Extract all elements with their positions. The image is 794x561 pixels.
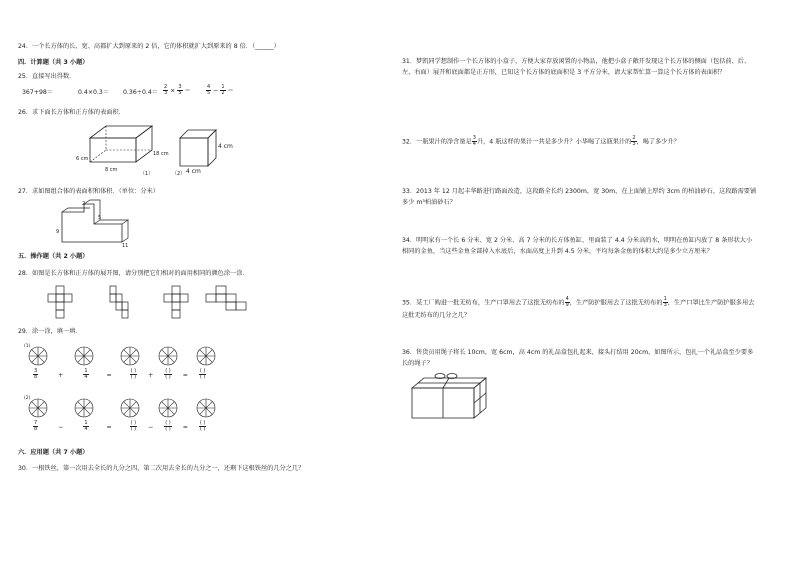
row-label-1: (1) bbox=[24, 344, 31, 349]
solid-dim-a: 2 bbox=[82, 201, 86, 207]
gift-box-figure bbox=[410, 372, 492, 422]
calc-item-3: 0.36÷0.4＝ bbox=[123, 89, 158, 96]
cube-figure bbox=[178, 128, 218, 172]
question-31: 31．梦凯同学想制作一个长方体的小盒子，方便大家存放闲置的小物品，他把小盒子敞开发现这个长方体的侧面（包括前、后、左、右面）展开和底面都是正方形，已知这个长方体的底面积是 3 平方分米，请大家帮忙算一算这个长方体的表面积？ bbox=[402, 58, 751, 76]
question-33: 33．2013 年 12 月起丰华路进行路面改造，这段路全长约 2300m，宽 30m，在上面铺上厚约 3cm 的柏油砂石，这段路需要铺多少 m³柏油砂石？ bbox=[402, 188, 757, 206]
section-application-title: 六．应用题（共 7 小题） bbox=[18, 449, 89, 456]
solid-dim-d: 11 bbox=[122, 243, 129, 249]
equation-row-1: $\frac{3}{8}$ + $\frac{1}{4}$ = ( ) ( ) + ( ) ( ) = ( ) ( ) bbox=[34, 368, 206, 380]
section-operation-title: 五．操作题（共 2 小题） bbox=[18, 253, 89, 260]
question-34: 34．明明家有一个长 6 分米、宽 2 分米、高 7 分米的长方体鱼缸，里面装了 4.4 分米高的水，明明在鱼缸内放了 8 条形状大小相同的金鱼，当这些金鱼全部掉入水底后，水面高度上升到 4.5 分米，平均每条金鱼的体积大约是多少立方厘米？ bbox=[402, 237, 753, 255]
row-label-2: (2) bbox=[24, 396, 31, 401]
question-29: 29．涂一涂，填一填． bbox=[18, 328, 82, 335]
combined-solid-figure bbox=[60, 200, 136, 246]
nets-figure bbox=[46, 285, 258, 319]
cuboid-height-label: 18 cm bbox=[153, 151, 169, 157]
section-calc-title: 四．计算题（共 3 小题） bbox=[18, 59, 89, 66]
question-27: 27．求如图组合体的表面积和体积．（单位：分米） bbox=[18, 188, 159, 195]
calc-item-2: 0.4×0.3＝ bbox=[78, 89, 110, 96]
cuboid-length-label: 6 cm bbox=[76, 156, 89, 162]
solid-dim-c: 9 bbox=[56, 229, 60, 235]
question-35: 35．某工厂购进一批无纺布，生产口罩用去了这批无纺布的 $\frac{4}{9}$ ，生产防护服用去了这批无纺布的 $\frac{1}{3}$ ，生产口罩比生产防护服多用去这批无纺布的几分之几？ bbox=[402, 296, 755, 319]
figure-label-2: （2） bbox=[172, 171, 186, 177]
question-36: 36．售货员用绳子将长 10cm，宽 6cm，高 4cm 的礼品盒包扎起来，接头打结用 20cm，如图所示，包扎一个礼品盒至少要多长的绳子？ bbox=[402, 349, 754, 367]
solid-dim-b: 5 bbox=[98, 215, 102, 221]
question-28: 28．如图是长方体和正方体的展开图，请分别把它们相对的面用相同的颜色涂一涂． bbox=[18, 270, 249, 277]
cube-side-label: 4 cm bbox=[218, 143, 233, 150]
question-24: 24．一个长方体的长、宽、高都扩大到原来的 2 倍，它的体积就扩大到原来的 8 倍．（______） bbox=[18, 43, 280, 50]
question-32: 32．一瓶果汁的净含量是 $\frac{3}{4}$ 升，4 瓶这样的果汁一共是多少升？小华喝了这瓶果汁的 $\frac{2}{3}$ ，喝了多少升？ bbox=[402, 135, 680, 147]
equation-row-2: $\frac{7}{8}$ − $\frac{1}{4}$ = ( ) ( ) − ( ) ( ) = ( ) ( ) bbox=[34, 420, 206, 432]
cuboid-width-label: 8 cm bbox=[105, 167, 118, 173]
fraction-circles-row-1 bbox=[28, 346, 228, 366]
question-25: 25．直接写出得数． bbox=[18, 73, 76, 80]
question-26: 26．求下面长方体和正方体的表面积． bbox=[18, 109, 125, 116]
calc-item-1: 367+98＝ bbox=[22, 89, 54, 96]
calc-item-4: $\frac{2}{3}$ × $\frac{3}{5}$ ＝ bbox=[164, 84, 191, 96]
cube-bottom-label: 4 cm bbox=[186, 168, 201, 175]
figure-label-1: （1） bbox=[140, 171, 154, 177]
calc-item-5: $\frac{4}{5}$ − $\frac{1}{2}$ ＝ bbox=[207, 84, 234, 96]
fraction-circles-row-2 bbox=[28, 398, 228, 418]
question-30: 30．一根铁丝，第一次用去全长的九分之四，第二次用去全长的九分之一，还剩下这根铁丝的几分之几？ bbox=[18, 465, 305, 472]
